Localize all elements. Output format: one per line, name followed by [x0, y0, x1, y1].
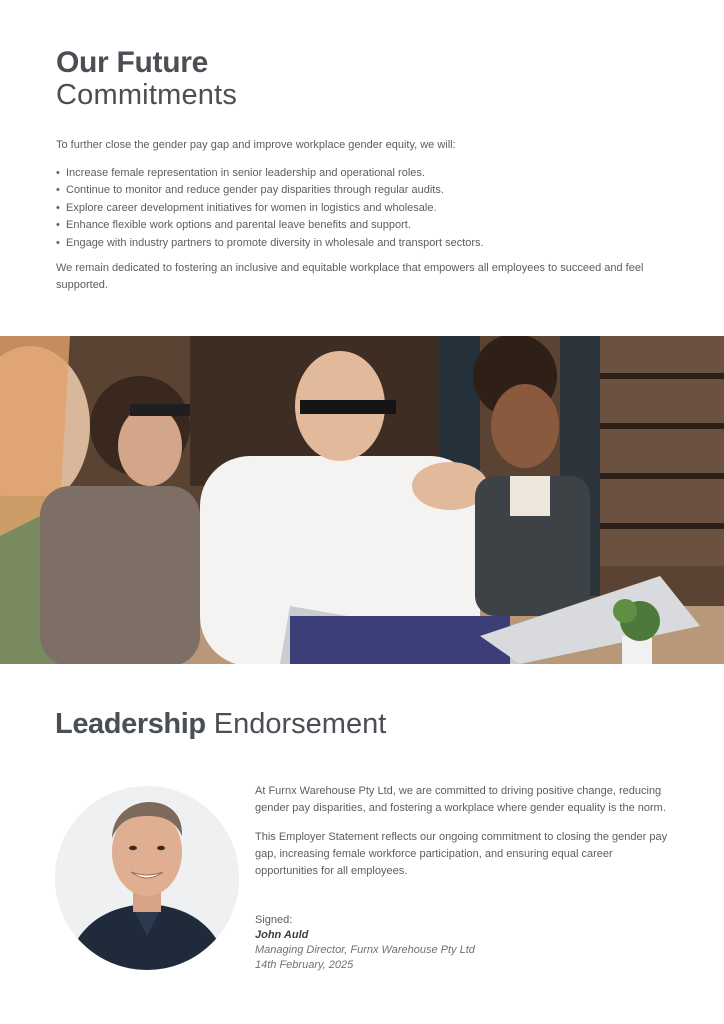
commitments-list: [56, 165, 676, 252]
commitments-heading-bold: Our Future: [56, 46, 208, 79]
list-item: • Engage with industry partners to promote diversity in wholesale and transport sectors.: [56, 235, 676, 252]
endorsement-text: [255, 783, 675, 891]
signer-title: Managing Director, Furnx Warehouse Pty Ltd: [255, 944, 475, 956]
signature-date: 14th February, 2025: [255, 959, 354, 971]
team-meeting-photo: [0, 336, 724, 664]
commitments-intro: To further close the gender pay gap and improve workplace gender equity, we will:: [56, 139, 456, 151]
signer-name: John Auld: [255, 929, 309, 941]
signed-label: Signed:: [255, 914, 293, 926]
commitments-heading-light: Commitments: [56, 79, 238, 111]
leadership-heading-light: Endorsement: [213, 708, 387, 740]
leadership-heading: [55, 710, 386, 739]
list-item: • Continue to monitor and reduce gender pay disparities through regular audits.: [56, 182, 676, 199]
director-portrait: [55, 786, 239, 970]
endorsement-paragraph-2: This Employer Statement reflects our ongoing commitment to closing the gender pay gap, increasing female workforce participation, and ensuring equal career opportunities for all employees.: [255, 830, 668, 878]
commitments-closing: We remain dedicated to fostering an inclusive and equitable workplace that empowers all employees to succeed and feel supported.: [56, 262, 644, 291]
signature-block: [255, 913, 475, 973]
leadership-heading-bold: Leadership: [55, 708, 206, 740]
list-item: • Enhance flexible work options and parental leave benefits and support.: [56, 217, 676, 234]
endorsement-paragraph-1: At Furnx Warehouse Pty Ltd, we are committed to driving positive change, reducing gender pay disparities, and fostering a workplace where gender equality is the norm.: [255, 785, 666, 815]
list-item: • Increase female representation in senior leadership and operational roles.: [56, 165, 676, 182]
list-item: • Explore career development initiatives for women in logistics and wholesale.: [56, 200, 676, 217]
commitments-heading: [56, 48, 237, 110]
